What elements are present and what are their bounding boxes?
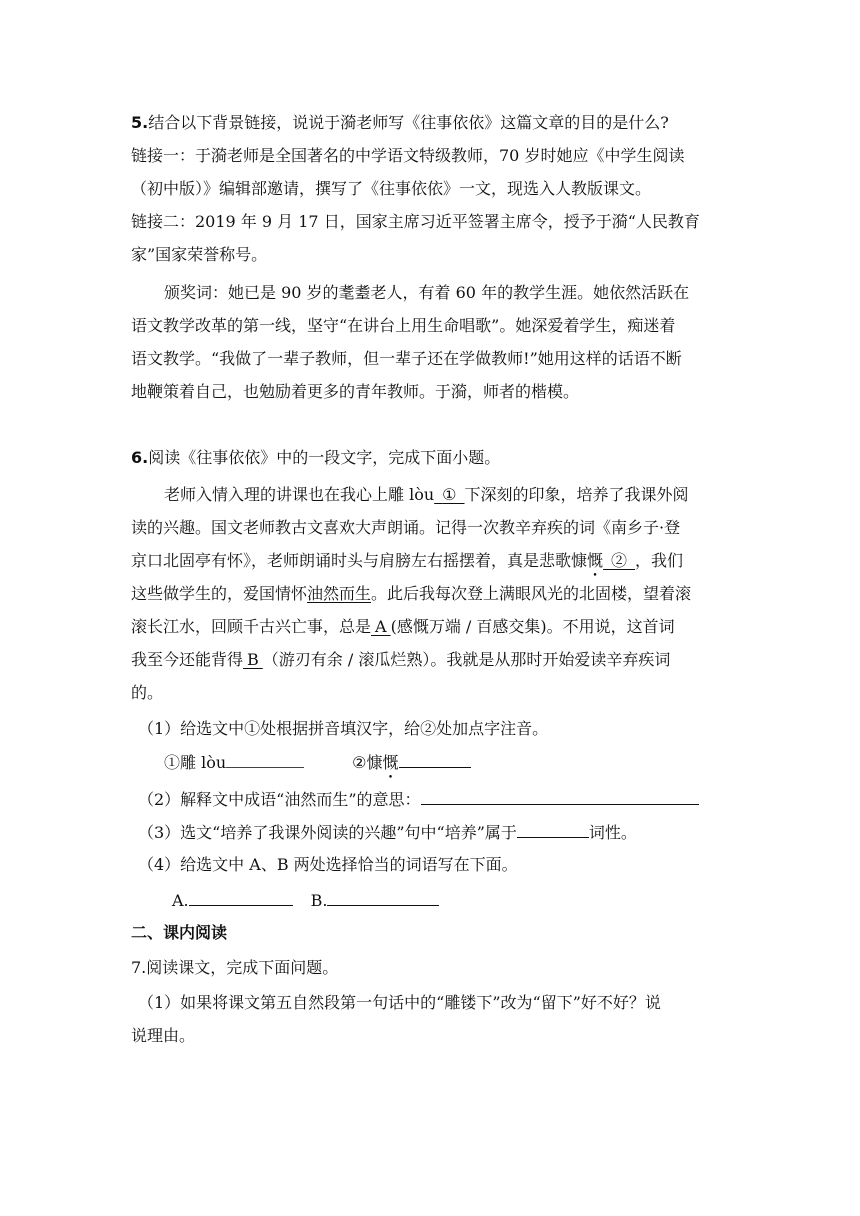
blank-1-label: ① (442, 485, 457, 504)
passage-text: （游刃有余 / 滚瓜烂熟）。我就是从那时开始爱读辛弃疾词 (262, 650, 671, 669)
q7-subquestion-1-line2: 说理由。 (131, 1026, 196, 1045)
q5-number: 5. (131, 113, 149, 132)
blank-b-label: B (247, 650, 259, 669)
answer-blank-b[interactable] (327, 889, 439, 906)
q6-passage-line5 (131, 616, 675, 638)
q5-link2-line2: 家”国家荣誉称号。 (131, 245, 268, 264)
q6-sub1-answer-row (164, 751, 471, 774)
q6-passage-line2: 读的兴趣。国文老师教古文喜欢大声朗诵。记得一次教辛弃疾的词《南乡子·登 (131, 518, 681, 537)
q5-award-line4: 地鞭策着自己，也勉励着更多的青年教师。于漪，师者的楷模。 (131, 382, 580, 401)
subquestion-2-text: （2）解释文中成语“油然而生”的意思： (138, 790, 421, 809)
q5-award-line3: 语文教学。“我做了一辈子教师，但一辈子还在学做教师!”她用这样的话语不断 (131, 349, 682, 368)
answer-blank-2[interactable] (399, 751, 471, 768)
blank-2-marker (603, 551, 635, 570)
dotted-char: 慨 (382, 753, 399, 772)
passage-text: 这些做学生的，爱国情怀 (131, 584, 308, 603)
q7-prompt: 7.阅读课文，完成下面问题。 (131, 958, 339, 977)
q5-link2-line1: 链接二：2019 年 9 月 17 日，国家主席习近平签署主席令，授予于漪“人民教育 (131, 212, 700, 231)
answer-a-label: A. (172, 891, 189, 910)
passage-text: 。此后我每次登上满眼风光的北固楼，望着滚 (371, 584, 692, 603)
subquestion-3-text-end: 词性。 (588, 823, 637, 842)
passage-text: 下深刻的印象，培养了我课外阅 (464, 485, 689, 504)
q5-link1-line2: （初中版）》编辑部邀请，撰写了《往事依依》一文，现选入人教版课文。 (131, 179, 652, 198)
q5-prompt (131, 112, 669, 134)
passage-text: ，我们 (635, 551, 684, 570)
blank-b-marker (243, 650, 263, 669)
q6-passage-line7: 的。 (131, 683, 164, 702)
blank-1-marker (434, 485, 464, 504)
q6-number: 6. (131, 448, 149, 467)
q6-subquestion-3 (138, 821, 637, 844)
q6-prompt (131, 447, 500, 469)
q7-subquestion-1-line1: （1）如果将课文第五自然段第一句话中的“雕镂下”改为“留下”好不好？说 (138, 993, 661, 1012)
blank-a-label: A (375, 617, 387, 636)
passage-text: 我至今还能背得 (131, 650, 244, 669)
passage-text: 京口北固亭有怀》，老师朗诵时头与肩膀左右摇摆着，真是悲歌慷 (131, 551, 588, 570)
q6-passage-line3 (131, 550, 683, 572)
answer-blank-1[interactable] (226, 751, 304, 768)
subquestion-3-text: （3）选文“培养了我课外阅读的兴趣”句中“培养”属于 (138, 823, 517, 842)
answer-blank-idiom[interactable] (421, 788, 699, 805)
q6-text: 阅读《往事依依》中的一段文字，完成下面小题。 (148, 448, 501, 467)
dotted-char: 慨 (587, 551, 604, 570)
q5-text: 结合以下背景链接，说说于漪老师写《往事依依》这篇文章的目的是什么? (148, 113, 669, 132)
underlined-idiom: 油然而生 (307, 584, 372, 603)
passage-text: (感慨万端 / 百感交集)。不用说，这首词 (390, 617, 675, 636)
blank-2-label: ② (611, 551, 628, 570)
answer-blank-pos[interactable] (517, 821, 589, 838)
q6-subquestion-4: （4）给选文中 A、B 两处选择恰当的词语写在下面。 (138, 855, 518, 874)
q6-subquestion-2 (138, 788, 699, 811)
q6-passage-line4 (131, 583, 691, 605)
q5-award-line2: 语文教学改革的第一线，坚守“在讲台上用生命唱歌”。她深爱着学生，痴迷着 (131, 316, 676, 335)
q6-passage-line6 (131, 649, 670, 671)
sub1-item-b-label: ②慷 (352, 753, 383, 772)
section-heading: 二、课内阅读 (131, 923, 228, 942)
answer-b-label: B. (310, 891, 328, 910)
q6-sub4-answer-row (172, 889, 439, 912)
sub1-item-a-label: ①雕 lòu (164, 753, 227, 772)
passage-text: 老师入情入理的讲课也在我心上雕 lòu (164, 485, 435, 504)
q5-link1-line1: 链接一：于漪老师是全国著名的中学语文特级教师，70 岁时她应《中学生阅读 (131, 146, 685, 165)
passage-text: 滚长江水，回顾千古兴亡事，总是 (131, 617, 372, 636)
q6-passage-line1 (164, 484, 689, 506)
q5-award-line1: 颁奖词：她已是 90 岁的耄耋老人，有着 60 年的教学生涯。她依然活跃在 (164, 283, 690, 302)
q6-subquestion-1: （1）给选文中①处根据拼音填汉字，给②处加点字注音。 (138, 719, 549, 738)
answer-blank-a[interactable] (189, 889, 293, 906)
blank-a-marker (371, 617, 391, 636)
